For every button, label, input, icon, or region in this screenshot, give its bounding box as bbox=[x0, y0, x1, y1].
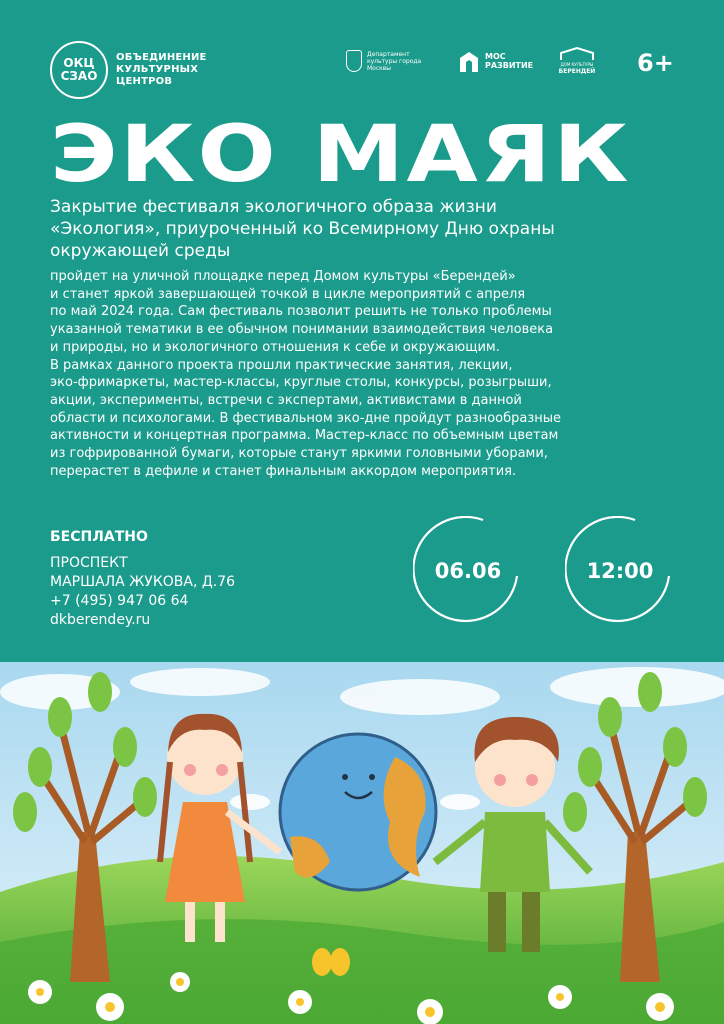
berendey-house-icon bbox=[557, 47, 597, 61]
price-label: БЕСПЛАТНО bbox=[50, 529, 148, 545]
eco-illustration bbox=[0, 662, 724, 1024]
address-line1: ПРОСПЕКТ bbox=[50, 555, 128, 571]
phone-number[interactable]: +7 (495) 947 06 64 bbox=[50, 593, 189, 609]
moscow-emblem-icon bbox=[346, 50, 362, 72]
event-time: 12:00 bbox=[586, 559, 654, 583]
date-circle bbox=[413, 516, 523, 626]
okc-circle-top-text: ОКЦ bbox=[63, 56, 95, 70]
okc-szao-logo bbox=[50, 41, 236, 99]
berendey-small-text: ДОМ КУЛЬТУРЫ bbox=[560, 62, 594, 67]
berendey-name: БЕРЕНДЕЙ bbox=[558, 68, 596, 75]
event-subtitle: Закрытие фестиваля экологичного образа жизни «Экология», приуроченный ко Всемирному Дню охраны окружающей среды bbox=[50, 197, 555, 261]
mos-razvitie-line2: РАЗВИТИЕ bbox=[485, 61, 534, 70]
event-date: 06.06 bbox=[434, 559, 502, 583]
website-link[interactable]: dkberendey.ru bbox=[50, 612, 151, 628]
mos-razvitie-logo bbox=[458, 50, 533, 72]
okc-circle-emblem bbox=[50, 41, 108, 99]
okc-organization-name: ОБЪЕДИНЕНИЕ КУЛЬТУРНЫХ ЦЕНТРОВ bbox=[116, 52, 207, 87]
berendey-logo bbox=[557, 47, 597, 75]
address-line2: МАРШАЛА ЖУКОВА, Д.76 bbox=[50, 574, 236, 590]
dept-culture-logo bbox=[346, 50, 431, 72]
dept-culture-name: Департамент культуры города Москвы bbox=[367, 50, 422, 72]
time-circle bbox=[565, 516, 675, 626]
event-title: ЭКО МАЯК bbox=[50, 110, 631, 200]
illustration-svg bbox=[0, 662, 724, 1024]
okc-circle-bottom-text: СЗАО bbox=[60, 69, 98, 83]
age-rating-badge: 6+ bbox=[637, 49, 674, 77]
event-description: пройдет на уличной площадке перед Домом культуры «Берендей» и станет яркой завершающей точкой в цикле мероприятий с апреля по май 2024 года. Сам фестиваль позволит решить не только проблемы указанной тематики в ее обычном понимании взаимодействия человека и природы, но и экологичного отношения к себе и окружающим. В рамках данного проекта прошли практические занятия, лекции, эко-фримаркеты, мастер-классы, круглые столы, конкурсы, розыгрыши, акции, эксперименты, встречи с экспертами, активистами в данной области и психологами. В фестивальном эко-дне пройдут разнообразные активности и концертная программа. Мастер-класс по объемным цветам из гофрированной бумаги, которые станут яркими головными уборами, перерастет в дефиле и станет финальным аккордом мероприятия. bbox=[50, 269, 562, 479]
contact-info bbox=[50, 554, 235, 630]
mos-razvitie-line1: МОС bbox=[485, 52, 506, 61]
mos-razvitie-icon bbox=[458, 50, 480, 72]
